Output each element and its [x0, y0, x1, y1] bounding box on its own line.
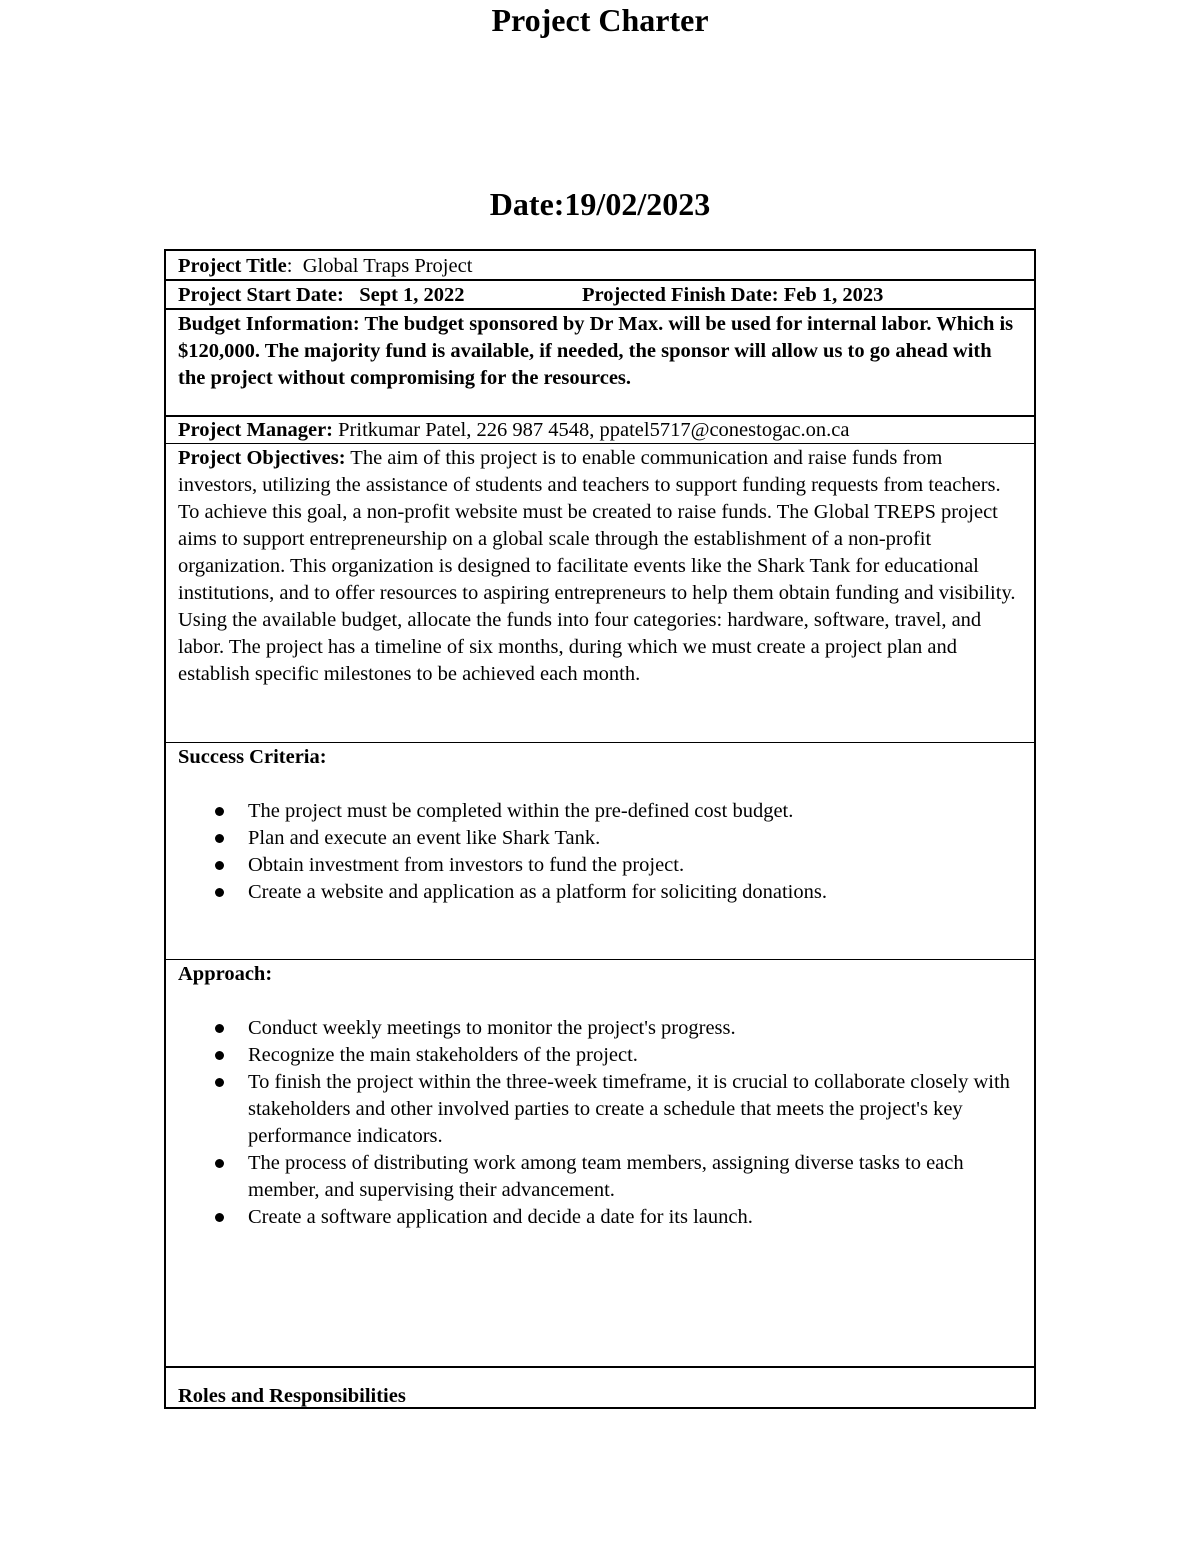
bullet-icon [215, 888, 224, 897]
manager-value: Pritkumar Patel, 226 987 4548, ppatel5717@conestogac.on.ca [338, 419, 850, 441]
list-item-text: Recognize the main stakeholders of the project. [248, 1044, 638, 1066]
page-title: Project Charter [491, 2, 709, 38]
list-item [248, 798, 1022, 825]
budget-label: Budget Information: [178, 313, 360, 335]
list-item [248, 1150, 1022, 1204]
project-dates-row [166, 281, 1034, 310]
budget-row [166, 310, 1034, 417]
document-date: Date:19/02/2023 [489, 186, 711, 222]
approach-row [166, 960, 1034, 1368]
bullet-icon [215, 1213, 224, 1222]
manager-label: Project Manager: [178, 419, 334, 441]
list-item [248, 1204, 1022, 1231]
list-item-text: Conduct weekly meetings to monitor the project's progress. [248, 1017, 736, 1039]
start-date-label: Project Start Date: [178, 284, 344, 306]
bullet-icon [215, 807, 224, 816]
bullet-icon [215, 1159, 224, 1168]
success-criteria-row [166, 743, 1034, 960]
success-criteria-label: Success Criteria: [178, 746, 327, 768]
start-date-value: Sept 1, 2022 [359, 284, 465, 306]
project-title-value: Global Traps Project [302, 255, 473, 277]
list-item [248, 1015, 1022, 1042]
project-title-label: Project Title [178, 255, 287, 277]
approach-label: Approach: [178, 963, 273, 985]
bullet-icon [215, 1024, 224, 1033]
list-item-text: Plan and execute an event like Shark Tank. [248, 827, 601, 849]
list-item [248, 852, 1022, 879]
bullet-icon [215, 1051, 224, 1060]
project-manager-row [166, 417, 1034, 444]
charter-table [164, 249, 1036, 1409]
budget-text: The budget sponsored by Dr Max. will be used for internal labor. Which is $120,000. The majority fund is available, if needed, the sponsor will allow us to go ahead with the project without compromising for the resources. [178, 313, 1014, 389]
roles-label: Roles and Responsibilities [178, 1385, 406, 1407]
bullet-icon [215, 861, 224, 870]
list-item-text: Obtain investment from investors to fund the project. [248, 854, 685, 876]
approach-list [178, 1015, 1022, 1231]
roles-underline [178, 1407, 1022, 1409]
bullet-icon [215, 1078, 224, 1087]
list-item [248, 879, 1022, 906]
list-item-text: Create a website and application as a platform for soliciting donations. [248, 881, 827, 903]
objectives-text: The aim of this project is to enable communication and raise funds from investors, utilizing the assistance of students and teachers to support funding requests from teachers. To achieve this goal, a non-profit website must be created to raise funds. The Global TREPS project aims to support entrepreneurship on a global scale through the establishment of a non-profit organization. This organization is designed to facilitate events like the Shark Tank for educational institutions, and to offer resources to aspiring entrepreneurs to help them obtain funding and visibility. Using the available budget, allocate the funds into four categories: hardware, software, travel, and labor. The project has a timeline of six months, during which we must create a project plan and establish specific milestones to be achieved each month. [178, 447, 1016, 685]
objectives-label: Project Objectives: [178, 447, 346, 469]
list-item [248, 1069, 1022, 1150]
finish-date-value: Feb 1, 2023 [783, 284, 884, 306]
list-item-text: To finish the project within the three-week timeframe, it is crucial to collaborate closely with stakeholders and other involved parties to create a schedule that meets the project's key performance indicators. [248, 1071, 1010, 1147]
roles-row [166, 1368, 1034, 1409]
list-item-text: Create a software application and decide a date for its launch. [248, 1206, 753, 1228]
finish-date-label: Projected Finish Date: [582, 284, 779, 306]
project-objectives-row [166, 444, 1034, 743]
list-item [248, 1042, 1022, 1069]
list-item-text: The project must be completed within the pre-defined cost budget. [248, 800, 794, 822]
bullet-icon [215, 834, 224, 843]
project-title-colon: : [286, 255, 293, 277]
project-title-row [166, 251, 1034, 281]
success-criteria-list [178, 798, 1022, 906]
list-item [248, 825, 1022, 852]
list-item-text: The process of distributing work among team members, assigning diverse tasks to each member, and supervising their advancement. [248, 1152, 964, 1201]
